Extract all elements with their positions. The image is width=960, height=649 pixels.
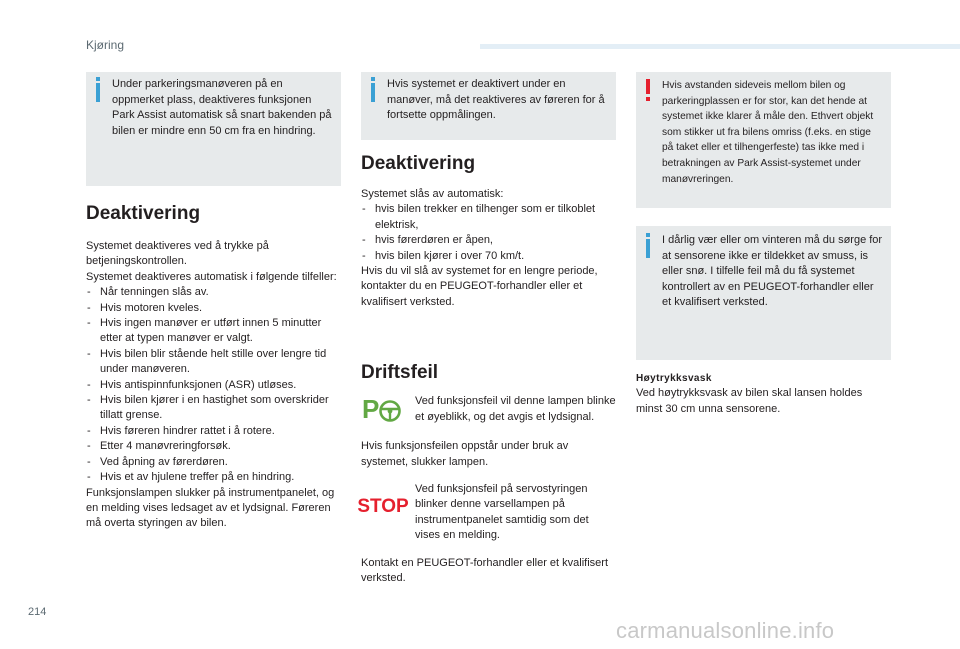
info-icon (96, 83, 100, 102)
column-left (86, 72, 341, 532)
stop-warning-icon (357, 482, 415, 521)
info-note (636, 226, 891, 360)
paragraph: Systemet slås av automatisk: (361, 188, 504, 200)
list-item: - Hvis bilen kjører i en hastighet som overskrider tillatt grense. (86, 393, 341, 424)
lamp-description: Ved funksjonsfeil vil denne lampen blinke et øyeblikk, og det avgis et lydsignal. (415, 395, 616, 423)
body-text (361, 556, 616, 587)
list-item: - Etter 4 manøvreringforsøk. (86, 439, 341, 454)
list-item: - hvis førerdøren er åpen, (361, 233, 616, 248)
stop-lamp-row (357, 482, 616, 544)
list-item: - Hvis motoren kveles. (86, 301, 341, 316)
info-note-text: Hvis systemet er deaktivert under en manøver, må det reaktiveres av føreren for å fortsette oppmålingen. (387, 78, 605, 121)
info-icon (646, 239, 650, 258)
list-item: - hvis bilen kjører i over 70 km/t. (361, 249, 616, 264)
paragraph: Systemet deaktiveres automatisk i følgende tilfeller: (86, 270, 337, 283)
watermark: carmanualsonline.info (616, 618, 835, 643)
stop-label: STOP (357, 496, 409, 518)
header-bar (480, 44, 960, 49)
column-right (636, 72, 891, 417)
paragraph: Ved høytrykksvask av bilen skal lansen holdes minst 30 cm unna sensorene. (636, 387, 863, 415)
warning-lamp-row (361, 394, 616, 429)
warning-note-text: Hvis avstanden sideveis mellom bilen og parkeringplassen er for stor, kan det hende at systemet ikke klarer å måle den. Ethvert objekt som stikker ut fra bilens omriss (f.eks. en stige på taket eller et tilhengerfeste) tas ikke med i betrakningen av Park Assist-systemet under manøvreringen. (662, 80, 874, 185)
info-icon (371, 83, 375, 102)
paragraph: Systemet deaktiveres ved å trykke på betjeningskontrollen. (86, 240, 269, 268)
subheading: Høytrykksvask (636, 373, 712, 384)
body-text (361, 439, 616, 470)
parking-steering-warning-icon (361, 394, 415, 429)
info-note (361, 72, 616, 140)
list-item: - hvis bilen trekker en tilhenger som er tilkoblet elektrisk, (361, 202, 616, 233)
info-note-text: I dårlig vær eller om vinteren må du sørge for at sensorene ikke er tildekket av smuss, is eller snø. I tilfelle feil må du få systemet kontrollert av en PEUGEOT-forhandler eller et kvalifisert verksted. (662, 234, 883, 308)
body-text (636, 371, 891, 417)
warning-icon (646, 79, 650, 94)
page-number: 214 (28, 606, 47, 618)
deactivation-list (86, 285, 341, 485)
paragraph: Kontakt en PEUGEOT-forhandler eller et kvalifisert verksted. (361, 556, 608, 585)
list-item: - Hvis ingen manøver er utført innen 5 minutter etter at typen manøver er valgt. (86, 316, 341, 347)
lamp-description: Ved funksjonsfeil på servostyringen blinker denne varsellampen på instrumentpanelet samtidig som det vises en melding. (415, 483, 589, 542)
column-middle (357, 72, 616, 587)
list-item: - Hvis antispinnfunksjonen (ASR) utløses. (86, 378, 341, 393)
list-item: - Ved åpning av førerdøren. (86, 455, 341, 470)
section-heading: Deaktivering (361, 153, 476, 174)
section-heading: Deaktivering (86, 203, 201, 224)
warning-note (636, 72, 891, 208)
paragraph: Hvis funksjonsfeilen oppstår under bruk av systemet, slukker lampen. (361, 440, 569, 468)
paragraph: Hvis du vil slå av systemet for en lengre periode, kontakter du en PEUGEOT-forhandler eller et kvalifisert verksted. (361, 265, 598, 308)
section-heading: Driftsfeil (361, 362, 439, 384)
info-note (86, 72, 341, 186)
section-label: Kjøring (86, 38, 125, 52)
list-item: - Hvis et av hjulene treffer på en hindring. (86, 470, 341, 485)
list-item: - Hvis bilen blir stående helt stille over lengre tid under manøveren. (86, 347, 341, 378)
body-text (86, 239, 341, 532)
list-item: - Når tenningen slås av. (86, 285, 341, 300)
body-text (361, 187, 616, 310)
svg-text:P: P (362, 394, 380, 425)
list-item: - Hvis føreren hindrer rattet i å rotere. (86, 424, 341, 439)
info-note-text: Under parkeringsmanøveren på en oppmerket plass, deaktiveres funksjonen Park Assist automatisk så snart bakenden på bilen er mindre enn 50 cm fra en hindring. (112, 78, 332, 137)
auto-off-list (361, 202, 616, 264)
paragraph: Funksjonslampen slukker på instrumentpanelet, og en melding vises ledsaget av et lydsignal. Føreren må overta styringen av bilen. (86, 486, 335, 530)
